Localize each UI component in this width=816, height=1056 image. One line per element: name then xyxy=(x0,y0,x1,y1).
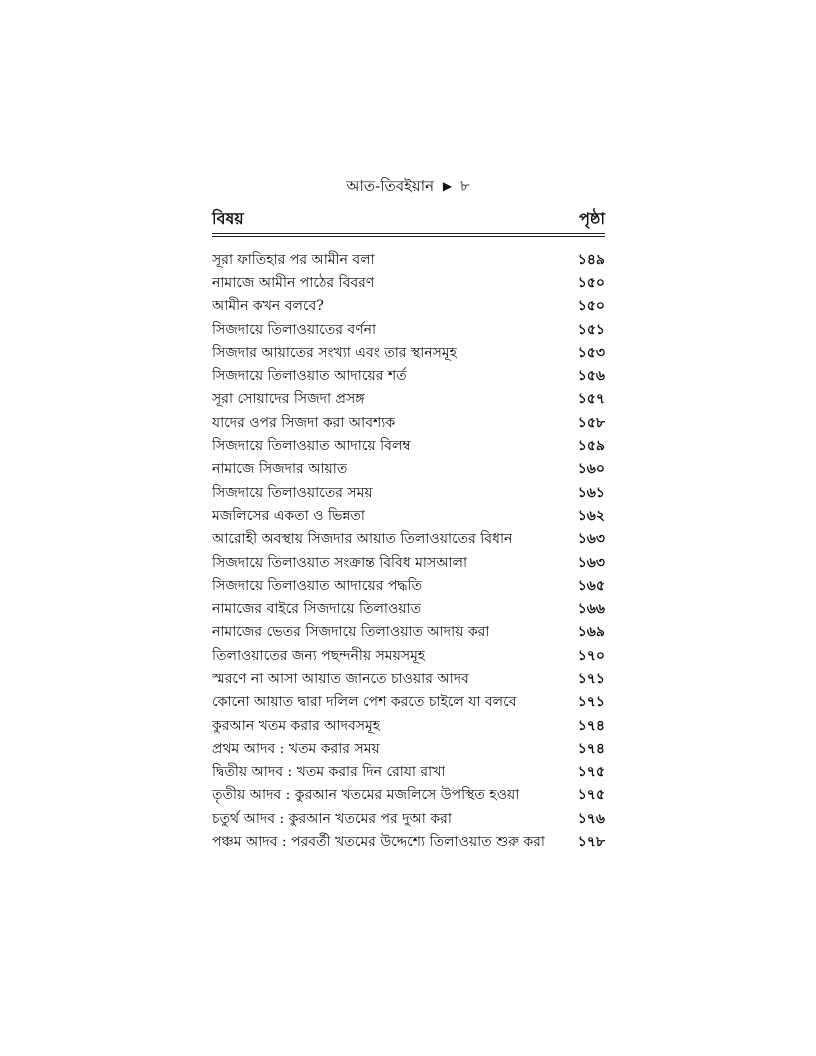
toc-entry-page: ১৫৬ xyxy=(577,368,605,385)
toc-entry-title: সিজদায়ে তিলাওয়াতের বর্ণনা xyxy=(212,321,377,338)
toc-entry xyxy=(212,737,605,760)
toc-entry-page: ১৪৯ xyxy=(577,251,605,268)
toc-entry xyxy=(212,807,605,830)
toc-entry-title: নামাজে সিজদার আয়াত xyxy=(212,461,348,478)
toc-entry-title: সিজদার আয়াতের সংখ্যা এবং তার স্থানসমূহ xyxy=(212,344,457,361)
toc-entry-page: ১৭৪ xyxy=(577,717,605,734)
toc-entry xyxy=(212,761,605,784)
toc-entry xyxy=(212,667,605,690)
toc-entry-page: ১৭৪ xyxy=(577,740,605,757)
toc-entry-title: তৃতীয় আদব : কুরআন খতমের মজলিসে উপস্থিত হওয়া xyxy=(212,787,520,804)
toc-entry xyxy=(212,248,605,271)
toc-entry-page: ১৭৮ xyxy=(577,834,605,851)
toc-entry-title: যাদের ওপর সিজদা করা আবশ্যক xyxy=(212,414,396,431)
toc-entry xyxy=(212,434,605,457)
toc-entry-page: ১৫০ xyxy=(577,298,605,315)
toc-entry-title: দ্বিতীয় আদব : খতম করার দিন রোযা রাখা xyxy=(212,764,446,781)
toc-entry-page: ১৬৩ xyxy=(577,531,605,548)
toc-entry-page: ১৫০ xyxy=(577,274,605,291)
toc-entry-list xyxy=(212,248,605,854)
toc-entry-page: ১৫১ xyxy=(577,321,605,338)
toc-entry-page: ১৬০ xyxy=(577,461,605,478)
running-header xyxy=(0,176,816,196)
toc-entry-page: ১৫৩ xyxy=(577,344,605,361)
toc-entry-page: ১৭১ xyxy=(577,671,605,687)
toc-entry xyxy=(212,644,605,667)
toc-entry-page: ১৬৫ xyxy=(577,577,605,594)
toc-entry xyxy=(212,621,605,644)
toc-entry xyxy=(212,271,605,294)
toc-entry xyxy=(212,458,605,481)
toc-entry-page: ১৭৫ xyxy=(577,764,605,781)
toc-entry xyxy=(212,597,605,620)
toc-entry-title: কুরআন খতম করার আদবসমূহ xyxy=(212,717,381,734)
toc-entry-title: স্মরণে না আসা আয়াত জানতে চাওয়ার আদব xyxy=(212,671,469,687)
toc-entry xyxy=(212,574,605,597)
toc-entry-title: তিলাওয়াতের জন্য পছন্দনীয় সময়সমূহ xyxy=(212,647,426,664)
toc-entry-page: ১৫৮ xyxy=(577,414,605,431)
toc-entry-page: ১৬১ xyxy=(577,484,605,501)
toc-entry-title: মজলিসের একতা ও ভিন্নতা xyxy=(212,507,365,524)
toc-entry xyxy=(212,691,605,714)
toc-entry-title: সূরা সোয়াদের সিজদা প্রসঙ্গ xyxy=(212,391,365,408)
toc-entry-page: ১৫৯ xyxy=(577,438,605,455)
toc-entry-page: ১৬২ xyxy=(577,507,605,524)
toc-entry xyxy=(212,528,605,551)
toc-entry-title: পঞ্চম আদব : পরবর্তী খতমের উদ্দেশ্যে তিলাওয়াত শুরু করা xyxy=(212,834,545,851)
page-number: ৮ xyxy=(459,177,470,195)
toc-entry-title: প্রথম আদব : খতম করার সময় xyxy=(212,740,380,757)
toc-entry xyxy=(212,784,605,807)
header-double-rule xyxy=(212,233,605,237)
toc-entry-title: নামাজের বাইরে সিজদায়ে তিলাওয়াত xyxy=(212,601,422,618)
toc-entry-page: ১৭৬ xyxy=(577,810,605,827)
toc-entry-title: কোনো আয়াত দ্বারা দলিল পেশ করতে চাইলে যা বলবে xyxy=(212,694,517,711)
toc-entry-title: সিজদায়ে তিলাওয়াতের সময় xyxy=(212,484,373,501)
toc-entry xyxy=(212,504,605,527)
toc-entry-page: ১৭৫ xyxy=(577,787,605,804)
subject-column-header: বিষয় xyxy=(212,209,244,228)
toc-entry-title: আমীন কখন বলবে? xyxy=(212,298,324,315)
toc-entry xyxy=(212,411,605,434)
toc-entry-title: চতুর্থ আদব : কুরআন খতমের পর দুআ করা xyxy=(212,810,452,827)
toc-entry-page: ১৭০ xyxy=(577,647,605,664)
toc-entry-title: সিজদায়ে তিলাওয়াত আদায়ের পদ্ধতি xyxy=(212,577,423,594)
toc-entry-title: সিজদায়ে তিলাওয়াত সংক্রান্ত বিবিধ মাসআলা xyxy=(212,554,468,571)
toc-entry-page: ১৬৯ xyxy=(577,624,605,641)
toc-entry-title: সিজদায়ে তিলাওয়াত আদায়ের শর্ত xyxy=(212,368,407,385)
table-of-contents xyxy=(212,206,605,854)
book-title: আত-তিবইয়ান xyxy=(346,177,435,195)
toc-entry-title: নামাজের ভেতর সিজদায়ে তিলাওয়াত আদায় করা xyxy=(212,624,490,641)
toc-entry xyxy=(212,481,605,504)
toc-entry xyxy=(212,295,605,318)
toc-entry-page: ১৬৬ xyxy=(577,601,605,618)
right-arrow-icon: ▶ xyxy=(442,179,453,193)
toc-entry-title: আরোহী অবস্থায় সিজদার আয়াত তিলাওয়াতের বিধান xyxy=(212,531,513,548)
toc-entry-title: সিজদায়ে তিলাওয়াত আদায়ে বিলম্ব xyxy=(212,438,411,455)
toc-entry xyxy=(212,830,605,853)
toc-entry xyxy=(212,364,605,387)
toc-entry xyxy=(212,341,605,364)
page-column-header: পৃষ্ঠা xyxy=(579,209,605,228)
toc-entry-page: ১৫৭ xyxy=(577,391,605,408)
toc-entry-title: সূরা ফাতিহার পর আমীন বলা xyxy=(212,251,375,268)
toc-entry-page: ১৬৩ xyxy=(577,554,605,571)
toc-entry xyxy=(212,318,605,341)
toc-entry xyxy=(212,388,605,411)
toc-entry xyxy=(212,551,605,574)
toc-entry xyxy=(212,714,605,737)
toc-entry-page: ১৭১ xyxy=(577,694,605,711)
toc-entry-title: নামাজে আমীন পাঠের বিবরণ xyxy=(212,274,375,291)
toc-header-row xyxy=(212,206,605,230)
